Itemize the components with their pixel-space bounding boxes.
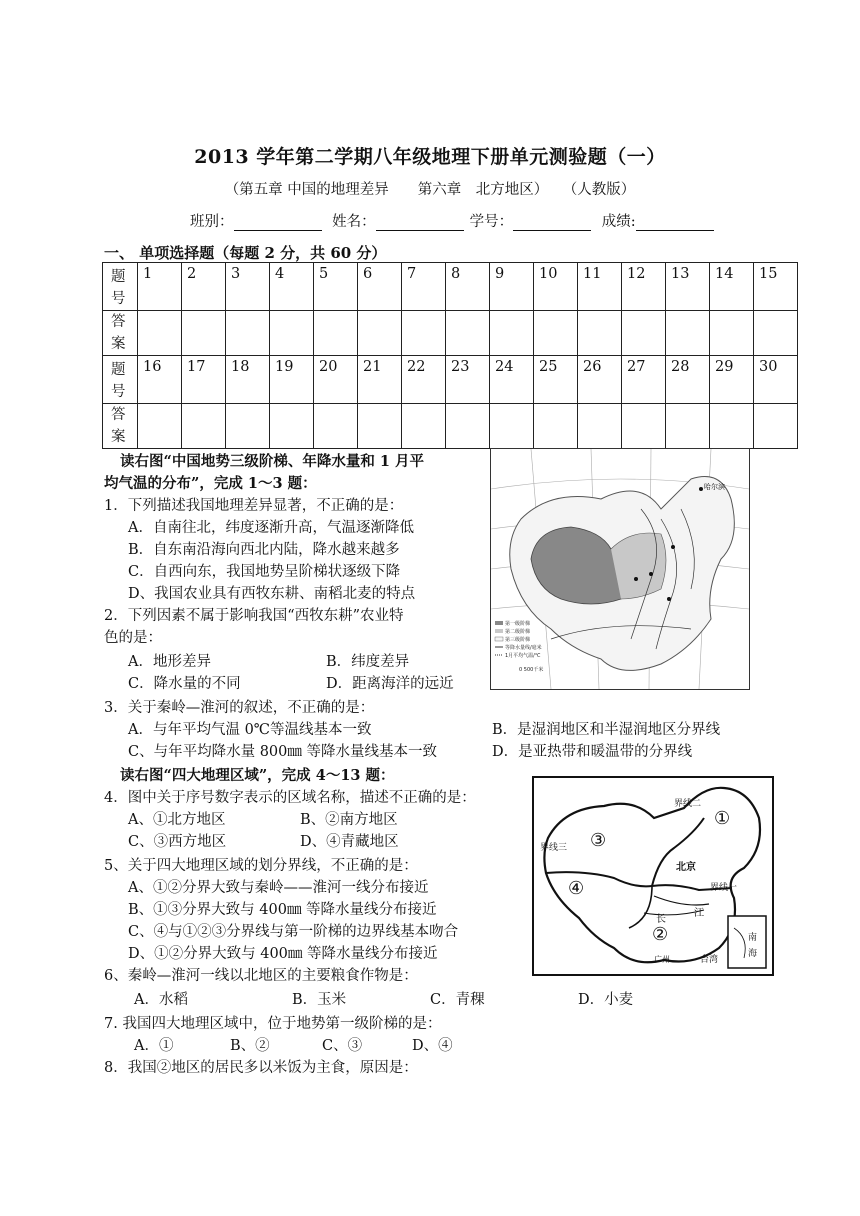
- page-subtitle: （第五章 中国的地理差异 第六章 北方地区） （人教版）: [224, 182, 636, 198]
- answer-cell[interactable]: [402, 311, 446, 356]
- legend-item: 等降水量线/毫米: [505, 645, 542, 651]
- class-field[interactable]: [234, 214, 322, 231]
- question-number-row: [103, 356, 798, 404]
- answer-cell[interactable]: [754, 311, 798, 356]
- id-field[interactable]: [513, 214, 591, 231]
- label-hai: 海: [748, 949, 758, 959]
- question-number-cell: 28: [666, 356, 710, 404]
- question-number-cell: 5: [314, 263, 358, 311]
- page-title: 2013 学年第二学期八年级地理下册单元测验题（一）: [194, 146, 666, 168]
- question-number-cell: 11: [578, 263, 622, 311]
- section-heading: 一、 单项选择题（每题 2 分，共 60 分）: [104, 244, 387, 262]
- question-number-cell: 2: [182, 263, 226, 311]
- question-number-cell: 13: [666, 263, 710, 311]
- answer-row: [103, 404, 798, 449]
- question-number-cell: 20: [314, 356, 358, 404]
- question-number-cell: 6: [358, 263, 402, 311]
- question-number-cell: 14: [710, 263, 754, 311]
- answer-cell[interactable]: [226, 311, 270, 356]
- question-number-cell: 10: [534, 263, 578, 311]
- river-label-chang: 长: [656, 914, 666, 925]
- answer-cell[interactable]: [314, 311, 358, 356]
- intro-text-1b: 均气温的分布”，完成 1～3 题：: [104, 475, 317, 492]
- answer-cell[interactable]: [314, 404, 358, 449]
- question-number-cell: 23: [446, 356, 490, 404]
- boundary-label-1: 界线一: [710, 883, 738, 893]
- question-2-cont: 色的是：: [104, 630, 162, 646]
- question-3-option-b: B．是湿润地区和半湿润地区分界线: [492, 722, 721, 738]
- name-label: 姓名：: [332, 214, 376, 230]
- question-4-option-b: B、②南方地区: [300, 812, 398, 828]
- question-number-cell: 4: [270, 263, 314, 311]
- regions-map-graphic: [534, 778, 772, 974]
- answer-cell[interactable]: [446, 311, 490, 356]
- row-label-question: 题 号: [103, 263, 138, 311]
- answer-cell[interactable]: [710, 404, 754, 449]
- boundary-label-2: 界线二: [674, 799, 702, 809]
- question-number-cell: 1: [138, 263, 182, 311]
- answer-cell[interactable]: [622, 404, 666, 449]
- question-6-option-c: C．青稞: [430, 992, 485, 1008]
- question-number-cell: 27: [622, 356, 666, 404]
- answer-cell[interactable]: [622, 311, 666, 356]
- question-1-option-c: C．自西向东，我国地势呈阶梯状逐级下降: [128, 564, 401, 580]
- question-3: 3．关于秦岭—淮河的叙述，不正确的是：: [104, 700, 375, 716]
- question-number-cell: 16: [138, 356, 182, 404]
- question-number-row: [103, 263, 798, 311]
- four-regions-map: [532, 776, 774, 976]
- question-number-cell: 15: [754, 263, 798, 311]
- question-1: 1．下列描述我国地理差异显著，不正确的是：: [104, 498, 404, 514]
- answer-cell[interactable]: [226, 404, 270, 449]
- river-label-jiang: 江: [694, 908, 704, 919]
- answer-row: [103, 311, 798, 356]
- question-6-option-b: B．玉米: [292, 992, 347, 1008]
- question-3-option-a: A．与年平均气温 0℃等温线基本一致: [128, 722, 372, 738]
- answer-cell[interactable]: [402, 404, 446, 449]
- question-number-cell: 12: [622, 263, 666, 311]
- intro-text-2: 读右图“四大地理区域”，完成 4～13 题：: [120, 767, 395, 784]
- question-7-option-b: B、②: [230, 1038, 270, 1054]
- question-number-cell: 30: [754, 356, 798, 404]
- answer-cell[interactable]: [182, 311, 226, 356]
- question-6: 6、秦岭—淮河一线以北地区的主要粮食作物是：: [104, 968, 418, 984]
- question-number-cell: 18: [226, 356, 270, 404]
- boundary-label-3: 界线三: [540, 843, 568, 853]
- question-number-cell: 7: [402, 263, 446, 311]
- question-7: 7. 我国四大地理区域中，位于地势第一级阶梯的是：: [104, 1016, 442, 1032]
- question-number-cell: 17: [182, 356, 226, 404]
- question-number-cell: 29: [710, 356, 754, 404]
- question-4-option-c: C、③西方地区: [128, 834, 227, 850]
- answer-cell[interactable]: [534, 311, 578, 356]
- student-info: [190, 210, 720, 231]
- answer-cell[interactable]: [138, 404, 182, 449]
- question-6-option-d: D．小麦: [578, 992, 634, 1008]
- answer-cell[interactable]: [490, 404, 534, 449]
- answer-cell[interactable]: [446, 404, 490, 449]
- class-label: 班别：: [190, 214, 234, 230]
- answer-cell[interactable]: [754, 404, 798, 449]
- question-number-cell: 3: [226, 263, 270, 311]
- answer-cell[interactable]: [358, 311, 402, 356]
- question-number-cell: 25: [534, 356, 578, 404]
- score-field[interactable]: [636, 214, 714, 231]
- region-4-marker: ④: [568, 878, 585, 899]
- city-label-harbin: 哈尔滨: [704, 483, 725, 491]
- question-5-option-d: D、①②分界大致与 400㎜ 等降水量线分布接近: [128, 946, 438, 962]
- question-7-option-c: C、③: [322, 1038, 363, 1054]
- question-number-cell: 19: [270, 356, 314, 404]
- answer-cell[interactable]: [578, 311, 622, 356]
- question-number-cell: 24: [490, 356, 534, 404]
- answer-cell[interactable]: [666, 311, 710, 356]
- question-3-option-d: D．是亚热带和暖温带的分界线: [492, 744, 693, 760]
- question-2-option-b: B．纬度差异: [326, 654, 410, 670]
- question-1-option-b: B．自东南沿海向西北内陆，降水越来越多: [128, 542, 400, 558]
- question-1-option-a: A．自南往北，纬度逐渐升高，气温逐渐降低: [128, 520, 414, 536]
- question-3-option-c: C、与年平均降水量 800㎜ 等降水量线基本一致: [128, 744, 437, 760]
- question-2-option-c: C．降水量的不同: [128, 676, 241, 692]
- region-2-marker: ②: [652, 924, 669, 945]
- answer-cell[interactable]: [138, 311, 182, 356]
- question-7-option-a: A．①: [134, 1038, 174, 1054]
- question-2-option-a: A．地形差异: [128, 654, 211, 670]
- question-number-cell: 22: [402, 356, 446, 404]
- question-5-option-c: C、④与①②③分界线与第一阶梯的边界线基本吻合: [128, 924, 459, 940]
- answer-table: [102, 262, 798, 449]
- intro-text-1: 读右图“中国地势三级阶梯、年降水量和 1 月平: [120, 453, 425, 470]
- question-1-option-d: D、我国农业具有西牧东耕、南稻北麦的特点: [128, 586, 416, 602]
- answer-cell[interactable]: [270, 311, 314, 356]
- region-1-marker: ①: [714, 808, 731, 829]
- question-6-option-a: A．水稻: [134, 992, 188, 1008]
- question-2: 2．下列因素不属于影响我国“西牧东耕”农业特: [104, 608, 404, 624]
- question-7-option-d: D、④: [412, 1038, 453, 1054]
- question-4-option-d: D、④青藏地区: [300, 834, 399, 850]
- question-number-cell: 9: [490, 263, 534, 311]
- question-2-option-d: D．距离海洋的远近: [326, 676, 454, 692]
- question-5-option-a: A、①②分界大致与秦岭——淮河一线分布接近: [128, 880, 429, 896]
- question-8: 8．我国②地区的居民多以米饭为主食，原因是：: [104, 1060, 418, 1076]
- legend-item: 1月平均气温/℃: [505, 653, 541, 659]
- label-nan: 南: [748, 933, 758, 943]
- id-label: 学号：: [469, 214, 514, 230]
- region-3-marker: ③: [590, 830, 607, 851]
- answer-cell[interactable]: [182, 404, 226, 449]
- score-label: 成绩:: [601, 214, 636, 230]
- map-scale: 0 500千米: [519, 667, 544, 673]
- question-5-option-b: B、①③分界大致与 400㎜ 等降水量线分布接近: [128, 902, 437, 918]
- answer-cell[interactable]: [270, 404, 314, 449]
- question-number-cell: 8: [446, 263, 490, 311]
- legend-item: 第二级阶梯: [505, 629, 531, 635]
- answer-cell[interactable]: [358, 404, 402, 449]
- legend-item: 第一级阶梯: [505, 621, 531, 627]
- answer-cell[interactable]: [710, 311, 754, 356]
- answer-cell[interactable]: [578, 404, 622, 449]
- row-label-answer: 答 案: [103, 404, 138, 449]
- china-terrain-map: [490, 448, 750, 690]
- question-5: 5、关于四大地理区域的划分界线，不正确的是：: [104, 858, 418, 874]
- name-field[interactable]: [376, 214, 464, 231]
- question-4: 4．图中关于序号数字表示的区域名称，描述不正确的是：: [104, 790, 476, 806]
- row-label-answer: 答 案: [103, 311, 138, 356]
- row-label-question: 题 号: [103, 356, 138, 404]
- question-number-cell: 21: [358, 356, 402, 404]
- question-number-cell: 26: [578, 356, 622, 404]
- answer-cell[interactable]: [490, 311, 534, 356]
- city-label-guangzhou: 广州: [654, 955, 670, 964]
- answer-cell[interactable]: [666, 404, 710, 449]
- question-4-option-a: A、①北方地区: [128, 812, 226, 828]
- terrain-map-graphic: [491, 449, 749, 689]
- legend-item: 第三级阶梯: [505, 637, 531, 643]
- city-label-beijing: 北京: [676, 862, 696, 873]
- answer-cell[interactable]: [534, 404, 578, 449]
- label-taiwan: 台湾: [700, 955, 719, 965]
